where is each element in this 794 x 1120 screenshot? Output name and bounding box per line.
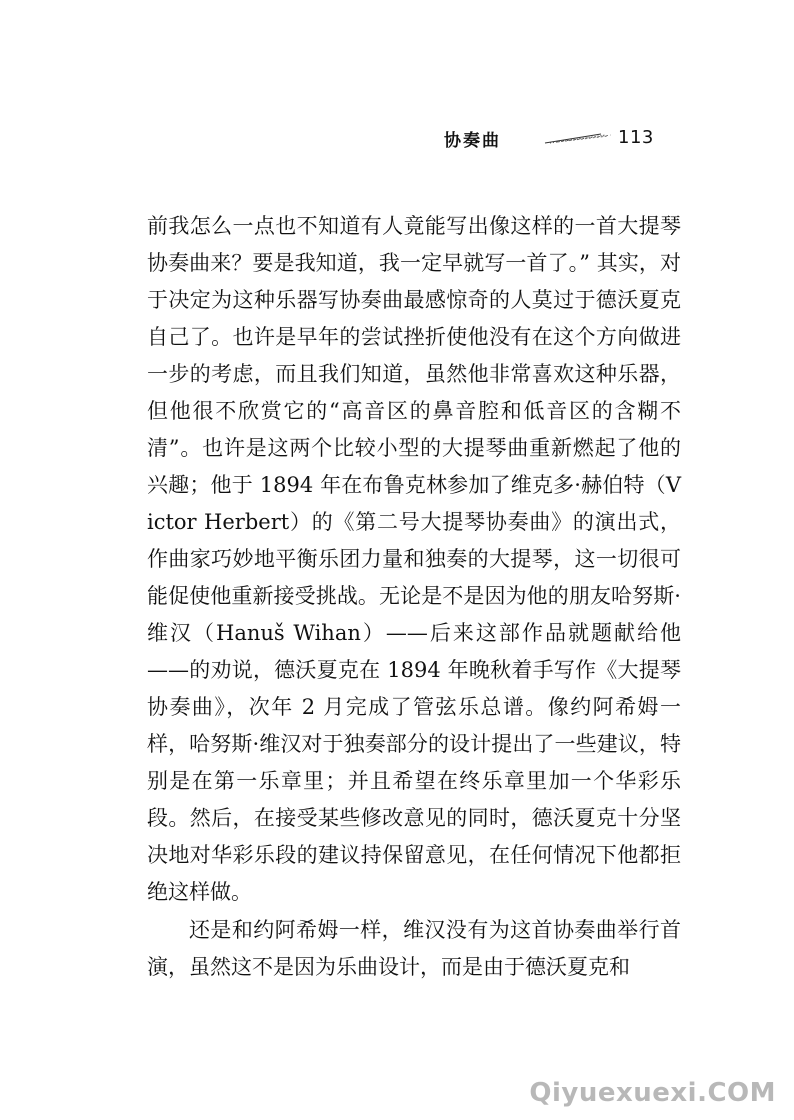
body-paragraph: 还是和约阿希姆一样，维汉没有为这首协奏曲举行首演，虽然这不是因为乐曲设计，而是由于德沃夏克和 [147, 918, 681, 979]
body-text [147, 208, 681, 986]
running-title: 协奏曲 [444, 131, 501, 151]
body-paragraph: 前我怎么一点也不知道有人竟能写出像这样的一首大提琴协奏曲来？要是我知道，我一定早就写一首了。” 其实，对于决定为这种乐器写协奏曲最感惊奇的人莫过于德沃夏克自己了。也许是早年的尝试挫折使他没有在这个方向做进一步的考虑，而且我们知道，虽然他非常喜欢这种乐器，但他很不欣赏它的“高音区的鼻音腔和低音区的含糊不清”。也许是这两个比较小型的大提琴曲重新燃起了他的兴趣；他于 1894 年在布鲁克林参加了维克多·赫伯特（Victor Herbert）的《第二号大提琴协奏曲》的演出式，作曲家巧妙地平衡乐团力量和独奏的大提琴，这一切很可能促使他重新接受挑战。无论是不是因为他的朋友哈努斯·维汉（Hanuš Wihan）——后来这部作品就题献给他——的劝说，德沃夏克在 1894 年晚秋着手写作《大提琴协奏曲》，次年 2 月完成了管弦乐总谱。像约阿希姆一样，哈努斯·维汉对于独奏部分的设计提出了一些建议，特别是在第一乐章里；并且希望在终乐章里加一个华彩乐段。然后，在接受某些修改意见的同时，德沃夏克十分坚决地对华彩乐段的建议持保留意见，在任何情况下他都拒绝这样做。 [147, 214, 681, 904]
page-header [444, 126, 664, 156]
site-watermark: Qiyuexuexi.COM [529, 1078, 776, 1108]
page-number: 113 [618, 127, 654, 148]
